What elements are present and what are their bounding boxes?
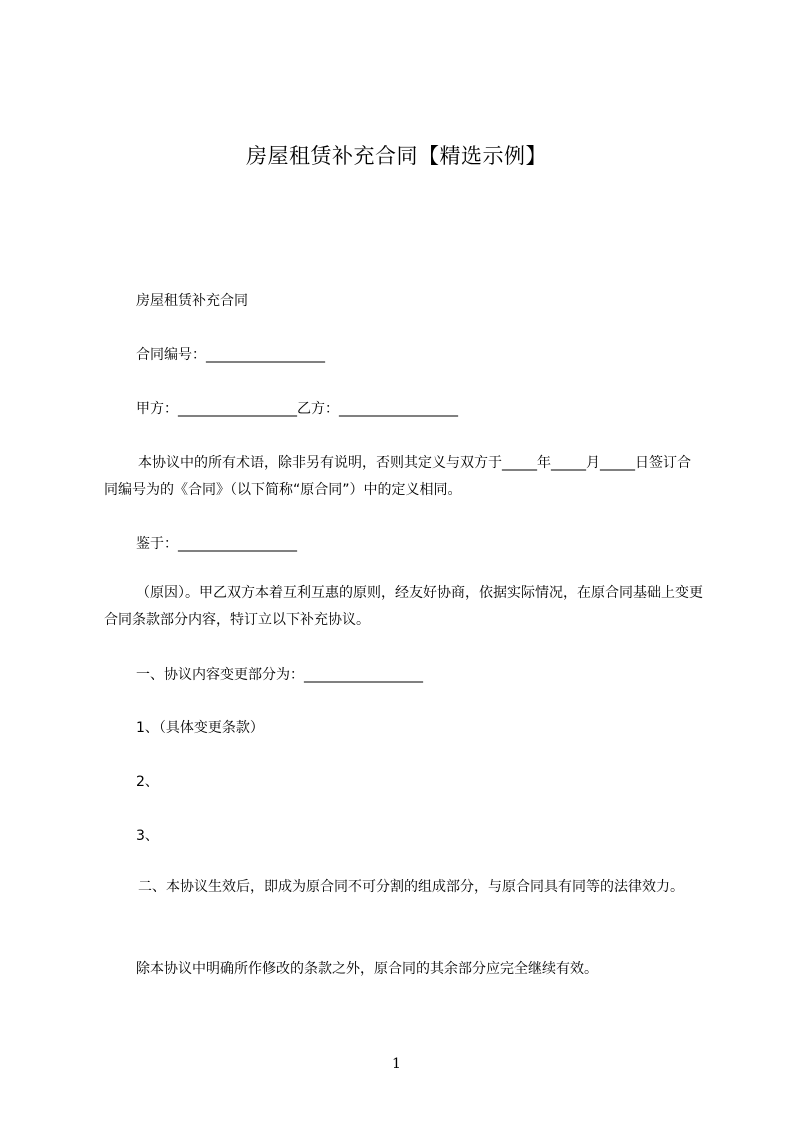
remaining-validity-line: 除本协议中明确所作修改的条款之外，原合同的其余部分应完全继续有效。 bbox=[136, 961, 598, 977]
change-item-2: 2、 bbox=[136, 774, 159, 790]
page-number: 1 bbox=[392, 1056, 401, 1072]
document-title: 房屋租赁补充合同【精选示例】 bbox=[246, 144, 547, 168]
reason-paragraph: （原因）。甲乙双方本着互利互惠的原则，经友好协商，依据实际情况，在原合同基础上变更合同条款部分内容，特订立以下补充协议。 bbox=[104, 585, 703, 628]
contract-heading: 房屋租赁补充合同 bbox=[136, 293, 248, 309]
clause-two-paragraph: 二、本协议生效后，即成为原合同不可分割的组成部分，与原合同具有同等的法律效力。 bbox=[138, 879, 684, 895]
contract-number-line: 合同编号：_________________ bbox=[136, 347, 325, 363]
parties-line: 甲方：_________________乙方：_________________ bbox=[136, 401, 458, 417]
clause-one-line: 一、协议内容变更部分为：_________________ bbox=[136, 667, 423, 683]
whereas-line: 鉴于：_________________ bbox=[136, 536, 297, 552]
terms-definition-paragraph: 本协议中的所有术语，除非另有说明，否则其定义与双方于_____年_____月_____日签订合同编号为的《合同》（以下简称“原合同”）中的定义相同。 bbox=[104, 455, 691, 498]
change-item-3: 3、 bbox=[136, 828, 159, 844]
change-item-1: 1、（具体变更条款） bbox=[136, 720, 264, 736]
